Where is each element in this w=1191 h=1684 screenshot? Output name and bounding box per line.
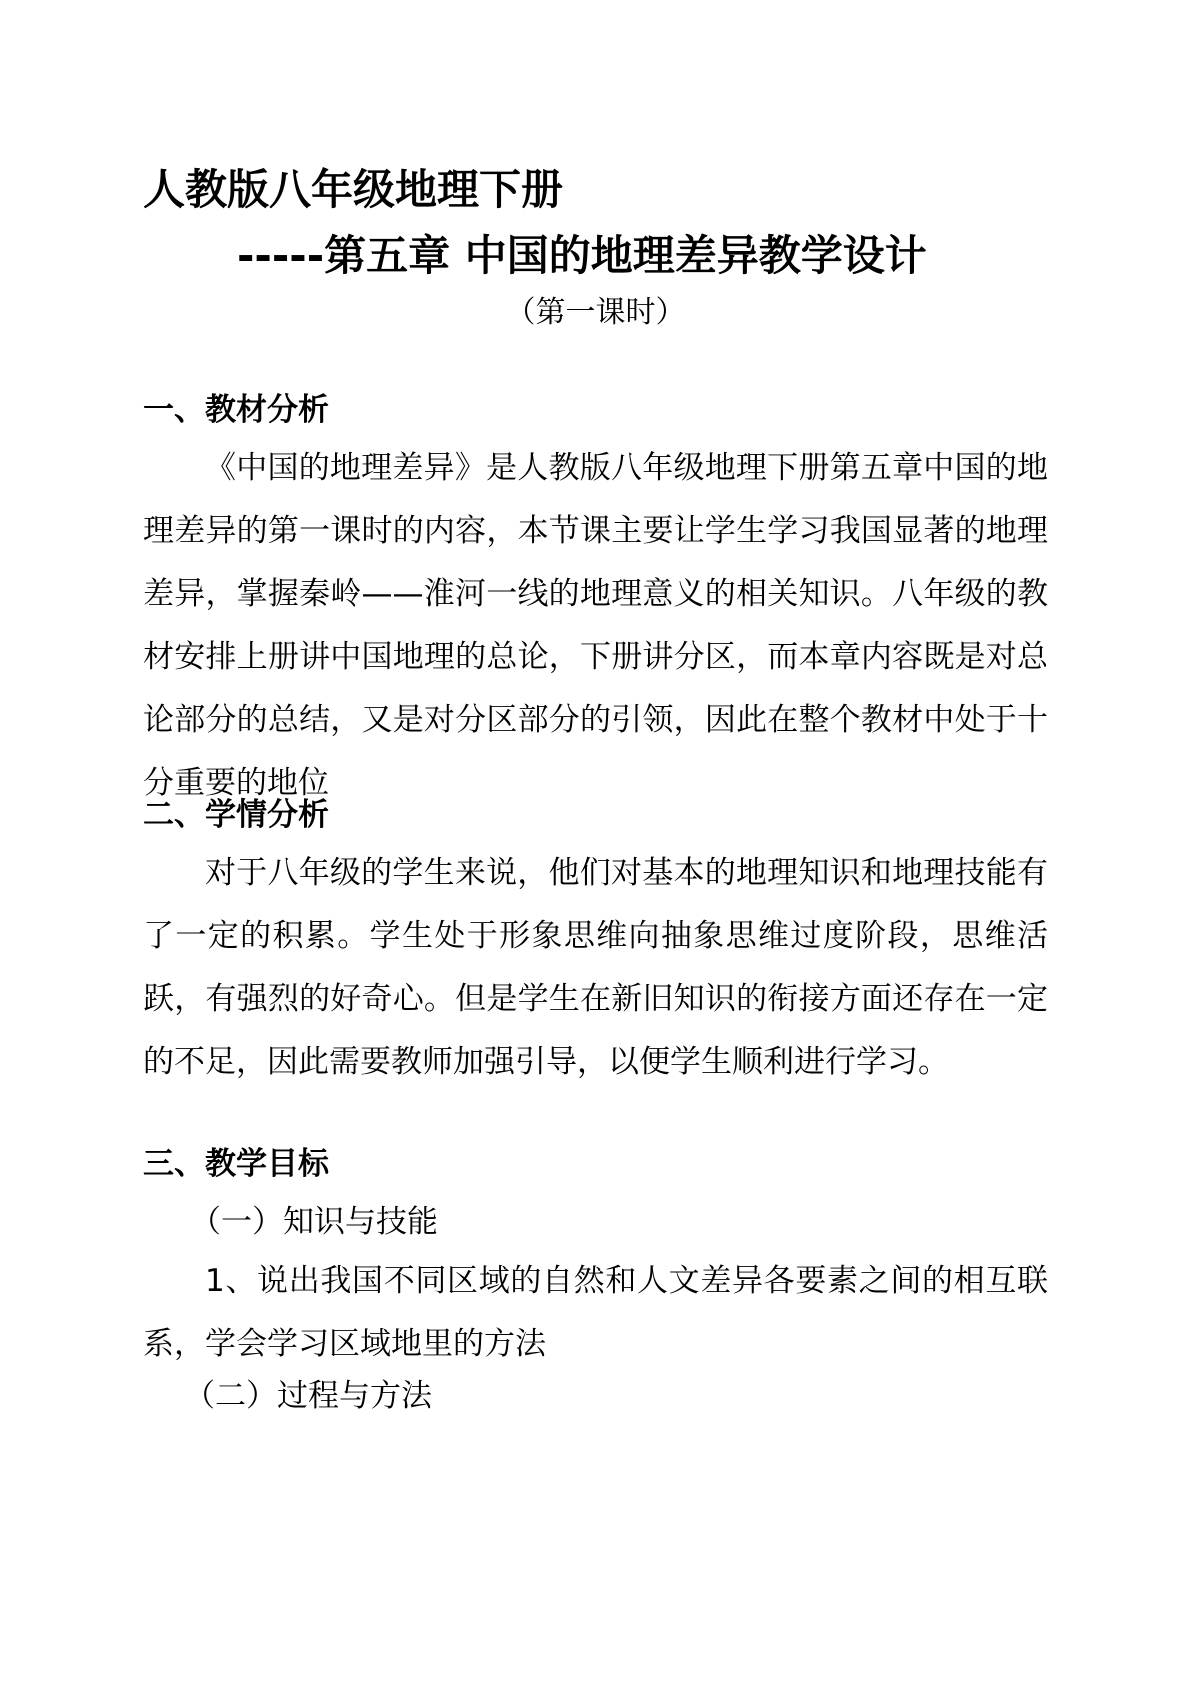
lesson-label: （第一课时） (505, 295, 686, 330)
section-paragraph-student-analysis: 对于八年级的学生来说，他们对基本的地理知识和地理技能有了一定的积累。学生处于形象思维向抽象思维过度阶段，思维活跃，有强烈的好奇心。但是学生在新旧知识的衔接方面还存在一定的不足，因此需要教师加强引导，以便学生顺利进行学习。 (143, 855, 1048, 1080)
section-heading-teaching-goals: 三、教学目标 (143, 1146, 329, 1182)
goal-item-1: 1、说出我国不同区域的自然和人文差异各要素之间的相互联系，学会学习区域地里的方法 (143, 1263, 1048, 1362)
subsection-knowledge-skills: （一）知识与技能 (190, 1204, 438, 1240)
document-title: 人教版八年级地理下册 (143, 165, 564, 214)
section-heading-textbook-analysis: 一、教材分析 (143, 392, 329, 428)
section-paragraph-textbook-analysis: 《中国的地理差异》是人教版八年级地理下册第五章中国的地理差异的第一课时的内容，本节课主要让学生学习我国显著的地理差异，掌握秦岭——淮河一线的地理意义的相关知识。八年级的教材安排上册讲中国地理的总论，下册讲分区，而本章内容既是对总论部分的总结，又是对分区部分的引领，因此在整个教材中处于十分重要的地位 (143, 450, 1048, 801)
subsection-process-methods: （二）过程与方法 (184, 1378, 432, 1414)
section-heading-student-analysis: 二、学情分析 (143, 797, 329, 833)
document-subtitle: -----第五章 中国的地理差异教学设计 (237, 231, 927, 280)
